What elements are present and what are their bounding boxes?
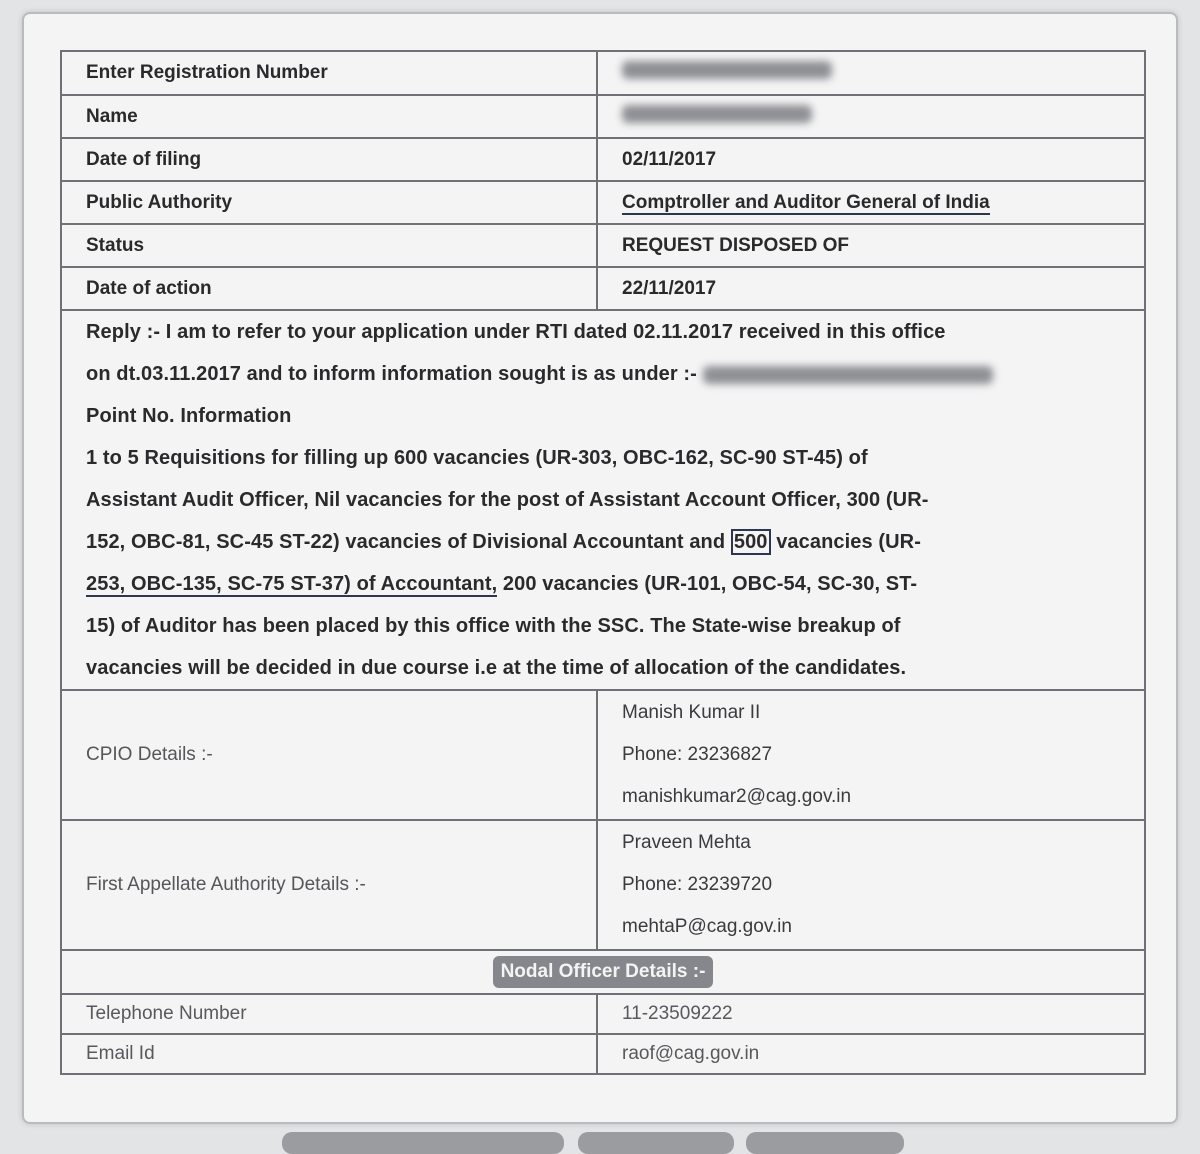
reply-line: Point No. Information — [86, 405, 292, 427]
registration-label: Enter Registration Number — [61, 51, 597, 95]
reply-line: 1 to 5 Requisitions for filling up 600 vacancies (UR-303, OBC-162, SC-90 ST-45) of — [86, 447, 868, 469]
faa-email: mehtaP@cag.gov.in — [622, 916, 792, 937]
email-label: Email Id — [61, 1034, 597, 1074]
redacted-name — [622, 105, 812, 123]
table-row — [61, 1034, 1145, 1074]
table-row — [61, 950, 1145, 994]
table-row — [61, 138, 1145, 181]
public-authority-text: Comptroller and Auditor General of India — [622, 191, 990, 213]
status-value: REQUEST DISPOSED OF — [597, 224, 1145, 267]
registration-value — [597, 51, 1145, 95]
table-row — [61, 310, 1145, 690]
faa-phone: Phone: 23239720 — [622, 874, 773, 895]
table-row — [61, 690, 1145, 820]
faa-name: Praveen Mehta — [622, 832, 751, 853]
table-row — [61, 820, 1145, 950]
reply-line — [86, 563, 1144, 605]
name-label: Name — [61, 95, 597, 138]
cpio-label: CPIO Details :- — [61, 690, 597, 820]
underlined-text: 253, OBC-135, SC-75 ST-37) of Accountant, — [86, 573, 498, 595]
rti-status-table — [60, 50, 1146, 1075]
nodal-heading-cell — [61, 950, 1145, 994]
reply-line — [86, 521, 1144, 563]
reply-line-text: 152, OBC-81, SC-45 ST-22) vacancies of Divisional Accountant and — [86, 531, 731, 553]
redacted-url — [703, 366, 993, 384]
footer-button[interactable] — [282, 1132, 564, 1154]
rti-status-panel — [22, 12, 1178, 1124]
reply-line: Reply :- I am to refer to your application under RTI dated 02.11.2017 received in this office — [86, 321, 946, 343]
date-of-filing-label: Date of filing — [61, 138, 597, 181]
circled-number: 500 — [731, 529, 771, 555]
date-of-filing-value: 02/11/2017 — [597, 138, 1145, 181]
redacted-registration — [622, 61, 832, 79]
date-of-action-value: 22/11/2017 — [597, 267, 1145, 310]
cpio-details — [597, 690, 1145, 820]
name-value — [597, 95, 1145, 138]
reply-line: 15) of Auditor has been placed by this office with the SSC. The State-wise breakup of — [86, 615, 901, 637]
cpio-name: Manish Kumar II — [622, 702, 761, 723]
table-row — [61, 95, 1145, 138]
public-authority-value — [597, 181, 1145, 224]
footer-button[interactable] — [746, 1132, 904, 1154]
reply-line: Assistant Audit Officer, Nil vacancies for the post of Assistant Account Officer, 300 (UR- — [86, 489, 929, 511]
cpio-email: manishkumar2@cag.gov.in — [622, 786, 852, 807]
footer-button[interactable] — [578, 1132, 734, 1154]
cpio-phone: Phone: 23236827 — [622, 744, 773, 765]
status-label: Status — [61, 224, 597, 267]
telephone-label: Telephone Number — [61, 994, 597, 1034]
reply-text — [61, 310, 1145, 690]
reply-line-text: vacancies (UR- — [770, 531, 921, 553]
faa-details — [597, 820, 1145, 950]
reply-line-text: 200 vacancies (UR-101, OBC-54, SC-30, ST- — [497, 573, 918, 595]
date-of-action-label: Date of action — [61, 267, 597, 310]
reply-line — [86, 353, 1144, 395]
reply-line: vacancies will be decided in due course i.e at the time of allocation of the candidates. — [86, 657, 907, 679]
table-row — [61, 994, 1145, 1034]
table-row — [61, 267, 1145, 310]
table-row — [61, 181, 1145, 224]
faa-label: First Appellate Authority Details :- — [61, 820, 597, 950]
public-authority-label: Public Authority — [61, 181, 597, 224]
telephone-value: 11-23509222 — [597, 994, 1145, 1034]
table-row — [61, 51, 1145, 95]
email-value: raof@cag.gov.in — [597, 1034, 1145, 1074]
reply-line-text: on dt.03.11.2017 and to inform information sought is as under :- — [86, 363, 697, 385]
table-row — [61, 224, 1145, 267]
nodal-officer-heading: Nodal Officer Details :- — [493, 956, 714, 988]
